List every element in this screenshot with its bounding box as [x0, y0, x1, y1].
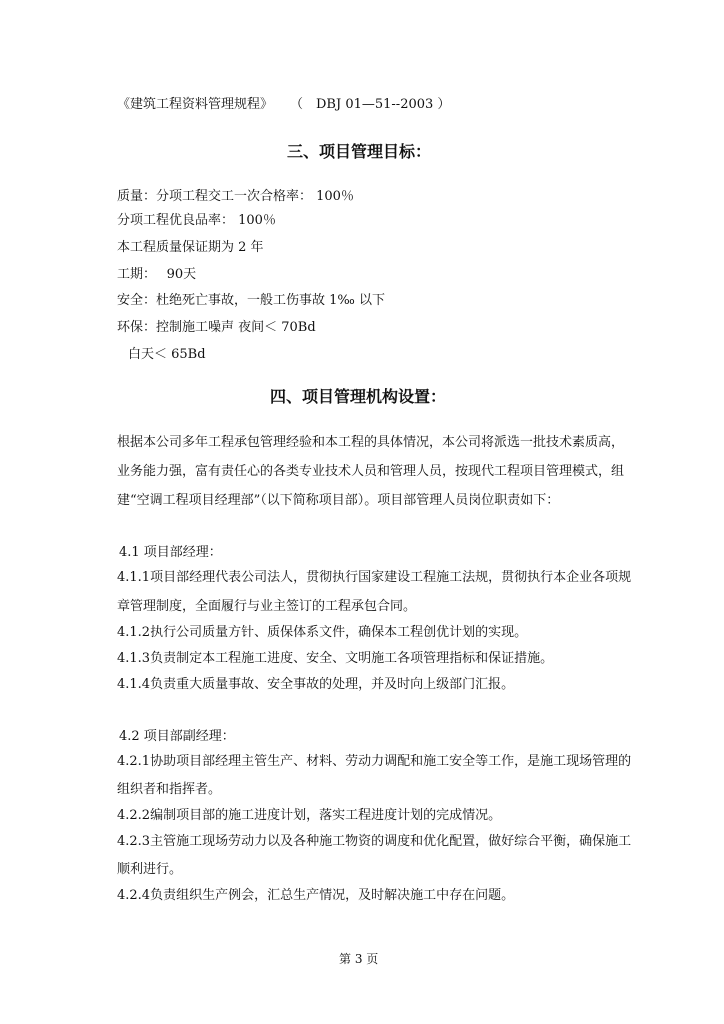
duty-line: 顺利进行。 [117, 862, 183, 877]
duty-line: 4.1.1项目部经理代表公司法人，贯彻执行国家建设工程施工法规，贯彻执行本企业各项规 [117, 570, 632, 585]
subsection-4-2-title: 4.2 项目部副经理： [119, 729, 235, 744]
intro-line: 根据本公司多年工程承包管理经验和本工程的具体情况，本公司将派选一批技术素质高， [117, 435, 625, 450]
duty-line: 章管理制度，全面履行与业主签订的工程承包合同。 [117, 599, 417, 614]
duty-line: 4.1.3负责制定本工程施工进度、安全、文明施工各项管理指标和保证措施。 [117, 651, 554, 666]
duty-line: 4.2.3主管施工现场劳动力以及各种施工物资的调度和优化配置，做好综合平衡，确保施工 [117, 834, 632, 849]
target-safety: 安全：杜绝死亡事故，一般工伤事故 1‰ 以下 [117, 293, 385, 308]
target-duration: 工期： 90天 [117, 267, 197, 282]
subsection-4-1-title: 4.1 项目部经理： [119, 545, 222, 560]
target-quality: 质量：分项工程交工一次合格率： 100％ [117, 189, 354, 204]
reference-title: 《建筑工程资料管理规程》 [117, 97, 274, 112]
duty-line: 组织者和指挥者。 [117, 782, 222, 797]
target-excellent-rate: 分项工程优良品率： 100％ [117, 213, 276, 228]
target-environment: 环保：控制施工噪声 夜间＜ 70Bd [117, 320, 316, 335]
intro-line: 建“空调工程项目经理部”（以下简称项目部）。项目部管理人员岗位职责如下： [117, 493, 560, 508]
duty-line: 4.1.4负责重大质量事故、安全事故的处理，并及时向上级部门汇报。 [117, 677, 515, 692]
reference-code: （ DBJ 01—51--2003 ） [290, 97, 451, 112]
duty-line: 4.2.1协助项目部经理主管生产、材料、劳动力调配和施工安全等工作，是施工现场管理的 [117, 754, 632, 769]
target-environment-daytime: 白天＜ 65Bd [128, 347, 206, 362]
intro-line: 业务能力强，富有责任心的各类专业技术人员和管理人员，按现代工程项目管理模式，组 [117, 464, 625, 479]
duty-line: 4.1.2执行公司质量方针、质保体系文件，确保本工程创优计划的实现。 [117, 625, 528, 640]
duty-line: 4.2.4负责组织生产例会，汇总生产情况，及时解决施工中存在问题。 [117, 888, 515, 903]
section-4-heading: 四、项目管理机构设置： [270, 387, 447, 406]
target-warranty: 本工程质量保证期为 2 年 [117, 240, 264, 255]
section-3-heading: 三、项目管理目标： [287, 142, 432, 161]
page-number: 第 3 页 [339, 952, 379, 966]
duty-line: 4.2.2编制项目部的施工进度计划，落实工程进度计划的完成情况。 [117, 808, 502, 823]
